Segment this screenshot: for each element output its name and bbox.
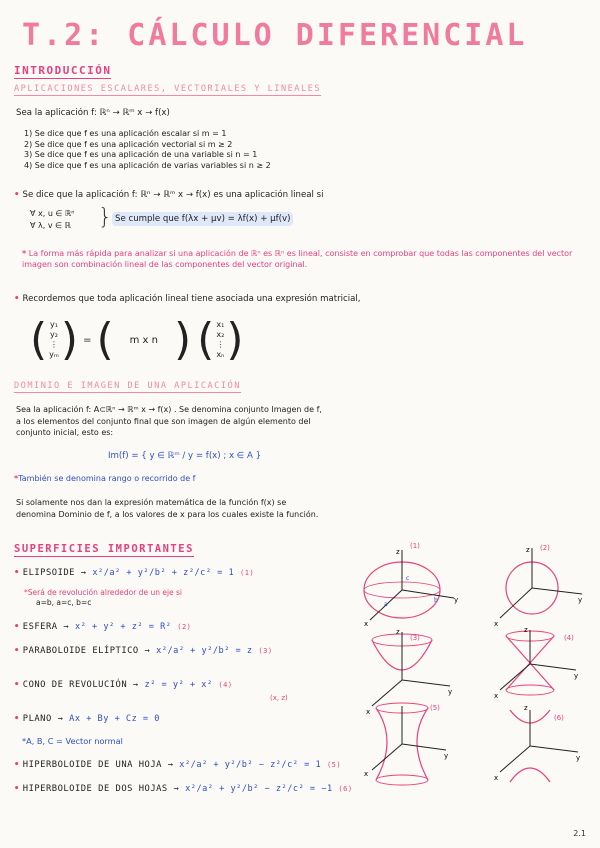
vector-y	[49, 320, 59, 360]
domain-paragraph	[16, 404, 322, 439]
domain-line-2: a los elementos del conjunto final que son imagen de algún elemento del	[16, 416, 311, 426]
xdots: ⋮	[216, 340, 225, 349]
ellipsoid-sketch	[364, 542, 458, 628]
surface-equation: z² = y² + x²	[144, 680, 213, 690]
bullet-icon: •	[14, 646, 20, 656]
axis-y-label: y	[576, 754, 581, 762]
surface-equation: x²/a² + y²/b² + z²/c² = 1	[92, 568, 235, 578]
surface-name: PARABOLOIDE ELÍPTICO →	[22, 646, 151, 656]
axis-y-label: y	[574, 672, 579, 680]
axis-y-label: y	[454, 596, 459, 604]
axis-y-label: y	[444, 752, 449, 760]
surface-sphere	[14, 622, 191, 632]
surface-name: HIPERBOLOIDE DE DOS HOJAS →	[22, 784, 180, 794]
bullet-icon: •	[14, 190, 20, 200]
page-title: T.2: CÁLCULO DIFERENCIAL	[22, 18, 528, 53]
domain-heading: DOMINIO E IMAGEN DE UNA APLICACIÓN	[14, 381, 241, 391]
linear-quantifiers	[30, 208, 74, 232]
fig-label: (5)	[430, 704, 440, 712]
surface-name: ESFERA →	[22, 622, 70, 632]
domain-line-1: Sea la aplicación f: A⊂ℝⁿ → ℝᵐ x → f(x) . Se denomina conjunto Imagen de f,	[16, 405, 322, 414]
domain-def-line-1: Si solamente nos dan la expresión matemática de la función f(x) se	[16, 498, 287, 507]
page-number: 2.1	[573, 829, 586, 838]
bullet-icon: •	[14, 622, 20, 632]
hyperboloid-one-sketch	[364, 703, 448, 785]
also-called-line	[14, 474, 196, 483]
hyperboloid-two-sketch	[494, 704, 580, 782]
y2: y₂	[50, 330, 58, 339]
surface-equation: x²/a² + y²/b² = z	[156, 646, 253, 656]
intro-subheading: APLICACIONES ESCALARES, VECTORIALES Y LINEALES	[14, 84, 321, 94]
surface-name: CONO DE REVOLUCIÓN →	[22, 680, 139, 690]
surface-tag: (4)	[218, 681, 233, 689]
axis-y-label: y	[448, 688, 453, 696]
bullet-icon: •	[14, 784, 20, 794]
matrix-equals: =	[83, 334, 92, 346]
ydots: ⋮	[50, 340, 59, 349]
surface-equation: x² + y² + z² = R²	[74, 622, 172, 632]
axis-a-label: a	[384, 601, 388, 608]
fig-label: (3)	[410, 634, 420, 642]
case-4: 4) Se dice que f es una aplicación de varias variables si n ≥ 2	[24, 160, 271, 170]
surface-hyperboloid-one	[14, 760, 341, 770]
surface-name: PLANO →	[22, 714, 64, 724]
axis-x-label: x	[364, 620, 369, 628]
intro-cases	[24, 129, 271, 171]
quantifier-1: ∀ x, u ∈ ℝⁿ	[30, 209, 75, 218]
bullet-icon: •	[14, 760, 20, 770]
asterisk-icon: *	[22, 249, 27, 258]
vector-x	[216, 320, 224, 360]
bullet-icon: •	[14, 568, 20, 578]
case-1: 1) Se dice que f es una aplicación escalar si m = 1	[24, 129, 227, 138]
axis-x-label: x	[494, 774, 499, 782]
surface-hyperboloid-two	[14, 784, 353, 794]
axis-y-label: y	[578, 596, 583, 604]
axis-b-label: b	[434, 597, 438, 604]
ellipsoid-note-2: a=b, a=c, b=c	[36, 598, 92, 607]
also-called-text: También se denomina rango o recorrido de f	[18, 474, 196, 483]
case-3: 3) Se dice que f es una aplicación de una variable si n = 1	[24, 150, 258, 159]
surface-cone	[14, 680, 233, 690]
matrix-intro	[14, 294, 361, 304]
y1: y₁	[50, 320, 58, 329]
right-paren-icon: )	[173, 314, 192, 365]
x1: x₁	[216, 320, 225, 329]
right-paren-icon: )	[60, 314, 79, 365]
intro-heading: INTRODUCCIÓN	[14, 64, 112, 77]
surface-equation: x²/a² + y²/b² − z²/c² = 1	[179, 760, 322, 770]
axis-z-label: z	[524, 626, 528, 634]
domain-def	[16, 497, 318, 520]
matrix-size: m x n	[129, 334, 158, 346]
sphere-sketch	[494, 544, 582, 628]
domain-line-3: conjunto inicial, esto es:	[16, 428, 114, 437]
linear-intro-text: Se dice que la aplicación f: ℝⁿ → ℝᵐ x → f(x) es una aplicación lineal si	[22, 190, 324, 200]
bullet-icon: •	[14, 714, 20, 724]
axis-z-label: z	[396, 628, 400, 636]
surface-name: ELIPSOIDE →	[22, 568, 87, 578]
axis-z-label: z	[524, 704, 528, 712]
surface-tag: (5)	[326, 761, 342, 769]
case-2: 2) Se dice que f es una aplicación vectorial si m ≥ 2	[24, 139, 233, 149]
image-formula: Im(f) = { y ∈ ℝᵐ / y = f(x) ; x ∈ A }	[108, 451, 262, 461]
ellipsoid-note-1: *Será de revolución alrededor de un eje si	[24, 588, 183, 597]
plane-note	[22, 736, 123, 746]
surface-tag: (6)	[338, 785, 353, 793]
surface-equation: Ax + By + Cz = 0	[69, 714, 160, 724]
quantifier-2: ∀ λ, v ∈ ℝ	[30, 221, 71, 230]
plane-note-text: *A, B, C = Vector normal	[22, 736, 123, 746]
cone-note: (x, z)	[270, 694, 288, 702]
fast-method-text: La forma más rápida para analizar si una aplicación de ℝⁿ es ℝⁿ es lineal, consiste en comprobar que todas las componentes del vector imagen son combinación lineal de las componentes del vector original.	[22, 249, 573, 269]
surface-plane	[14, 714, 160, 724]
left-paren-icon: (	[30, 314, 48, 365]
axis-x-label: x	[494, 692, 499, 700]
axis-c-label: c	[406, 575, 410, 582]
left-paren-icon: (	[96, 314, 114, 365]
axis-x-label: x	[364, 770, 369, 778]
fast-method-note	[22, 248, 582, 270]
cone-sketch	[494, 626, 578, 700]
axis-z-label: z	[526, 546, 530, 554]
bullet-icon: •	[14, 680, 20, 690]
matrix-intro-text: Recordemos que toda aplicación lineal tiene asociada una expresión matricial,	[22, 294, 361, 304]
fig-label: (1)	[410, 542, 420, 550]
bullet-icon: •	[14, 294, 20, 304]
brace-icon: }	[98, 205, 112, 230]
surface-ellipsoid	[14, 568, 254, 578]
fig-label: (2)	[540, 544, 550, 552]
right-paren-icon: )	[226, 314, 244, 365]
xn: xₙ	[216, 350, 225, 359]
surface-equation: x²/a² + y²/b² − z²/c² = −1	[185, 784, 333, 794]
linear-intro	[14, 190, 324, 200]
surface-tag: (1)	[240, 569, 255, 577]
ym: yₘ	[49, 350, 59, 359]
axis-z-label: z	[396, 548, 400, 556]
surface-tag: (2)	[177, 623, 192, 631]
left-paren-icon: (	[197, 314, 215, 365]
domain-def-line-2: denomina Dominio de f, a los valores de x para los cuales existe la función.	[16, 509, 319, 519]
surfaces-heading: SUPERFICIES IMPORTANTES	[14, 543, 194, 555]
surface-sketches	[350, 540, 590, 790]
asterisk-icon: *	[14, 474, 19, 483]
ellipsoid-note	[24, 588, 182, 608]
matrix-expression	[30, 316, 244, 364]
axis-x-label: x	[366, 708, 371, 716]
surface-paraboloid	[14, 646, 273, 656]
surface-tag: (3)	[258, 647, 273, 655]
intro-definition: Sea la aplicación f: ℝⁿ → ℝᵐ x → f(x)	[16, 108, 170, 118]
x2: x₂	[216, 330, 225, 339]
axis-x-label: x	[494, 620, 499, 628]
surface-name: HIPERBOLOIDE DE UNA HOJA →	[22, 760, 174, 770]
fig-label: (4)	[564, 634, 574, 642]
fig-label: (6)	[554, 714, 564, 722]
linear-condition: Se cumple que f(λx + μv) = λf(x) + μf(v)	[112, 212, 293, 226]
